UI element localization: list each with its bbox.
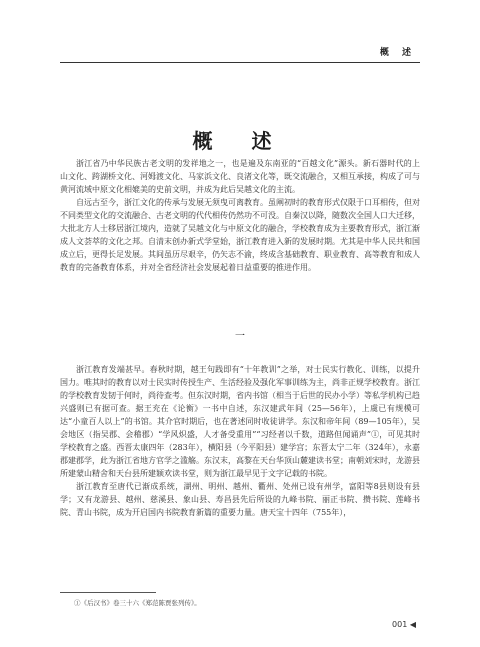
intro-paragraph-1: 浙江省乃中华民族古老文明的发祥地之一，也是遍及东南亚的“百越文化”源头。新石器时代的上山文化、跨湖桥文化、河姆渡文化、马家浜文化、良渚文化等，既交流融合，又相互承接，构成了可与黄河流域中原文化相媲美的史前文明，并成为此后吴越文化的主流。 — [60, 159, 420, 194]
section-number: 一 — [235, 331, 245, 342]
footnote-rule — [60, 592, 156, 593]
intro-text — [60, 157, 420, 274]
footnote: ①《后汉书》卷三十六《郑范陈贾张列传》。 — [74, 599, 201, 607]
page-number: 001 ◀ — [392, 620, 416, 629]
section-paragraph-2: 浙江教育至唐代已渐成系统，湖州、明州、越州、衢州、处州已设有州学，富阳等8县则设有县学；又有龙游县、越州、慈溪县、象山县、寿昌县先后所设的九峰书院、丽正书院、攒书院、莲峰书院、青山书院，成为开启国内书院教育新篇的重要力量。唐天宝十四年（755年）， — [60, 482, 420, 517]
section-text — [60, 363, 420, 519]
chapter-title: 概 述 — [192, 129, 288, 153]
section-paragraph-1: 浙江教育发端甚早。春秋时期，越王句践即有“十年教训”之举，对士民实行教化、训练，以提升国力。唯其时的教育以对士民实时传授生产、生活经验及强化军事训练为主，尚非正规学校教育。浙江的学校教育发韧于何时，尚待查考。但东汉时期，省内书馆（相当于后世的民办小学）等私学机构已趋兴盛则已有据可查。据王充在《论衡》一书中自述，东汉建武年间（25—56年），上虞已有规模可达“小童百人以上”的书馆。其介官时期后，也在著述同时收徒讲学。东汉和帝年间（89—105年），吴会地区（指吴郡、会稽郡）“学风炽盛，人才备受重用”“习经者以千数，道路但闻诵声”①，可见其时学校教育之盛。西晋太康四年（283年），横阳县（今平阳县）建学宫；东晋太宁二年（324年），永嘉郡建郡学，此为浙江省地方官学之滥觞。东汉末，高黎在天台华顶山麓建读书堂；南朝刘宋时，龙游县所建蒙山精舍和天台县所建颖欢读书堂，则为浙江最早见于文字记载的书院。 — [60, 365, 420, 478]
intro-paragraph-2: 自远古至今，浙江文化的传承与发展无须曳可离教育。虽阐初时的教育形式仅限于口耳相传，但对不同类型文化的交流融合、古老文明的代代相传仍然功不可没。自秦汉以降，随数次全国人口大迁移，大批北方人士移居浙江境内，造就了吴越文化与中原文化的融合，学校教育成为主要教育形式，浙江渐成人文荟萃的文化之邦。自清末创办新式学堂始，浙江教育进入新的发展时期。尤其是中华人民共和国成立后，更得长足发展。其间虽历尽艰辛，仍矢志不渝，终成含基础教育、职业教育、高等教育和成人教育的完备教育体系，并对全省经济社会发展起着日益重要的推进作用。 — [60, 198, 420, 272]
header-rule — [60, 62, 420, 63]
running-head: 概 述 — [379, 48, 416, 58]
